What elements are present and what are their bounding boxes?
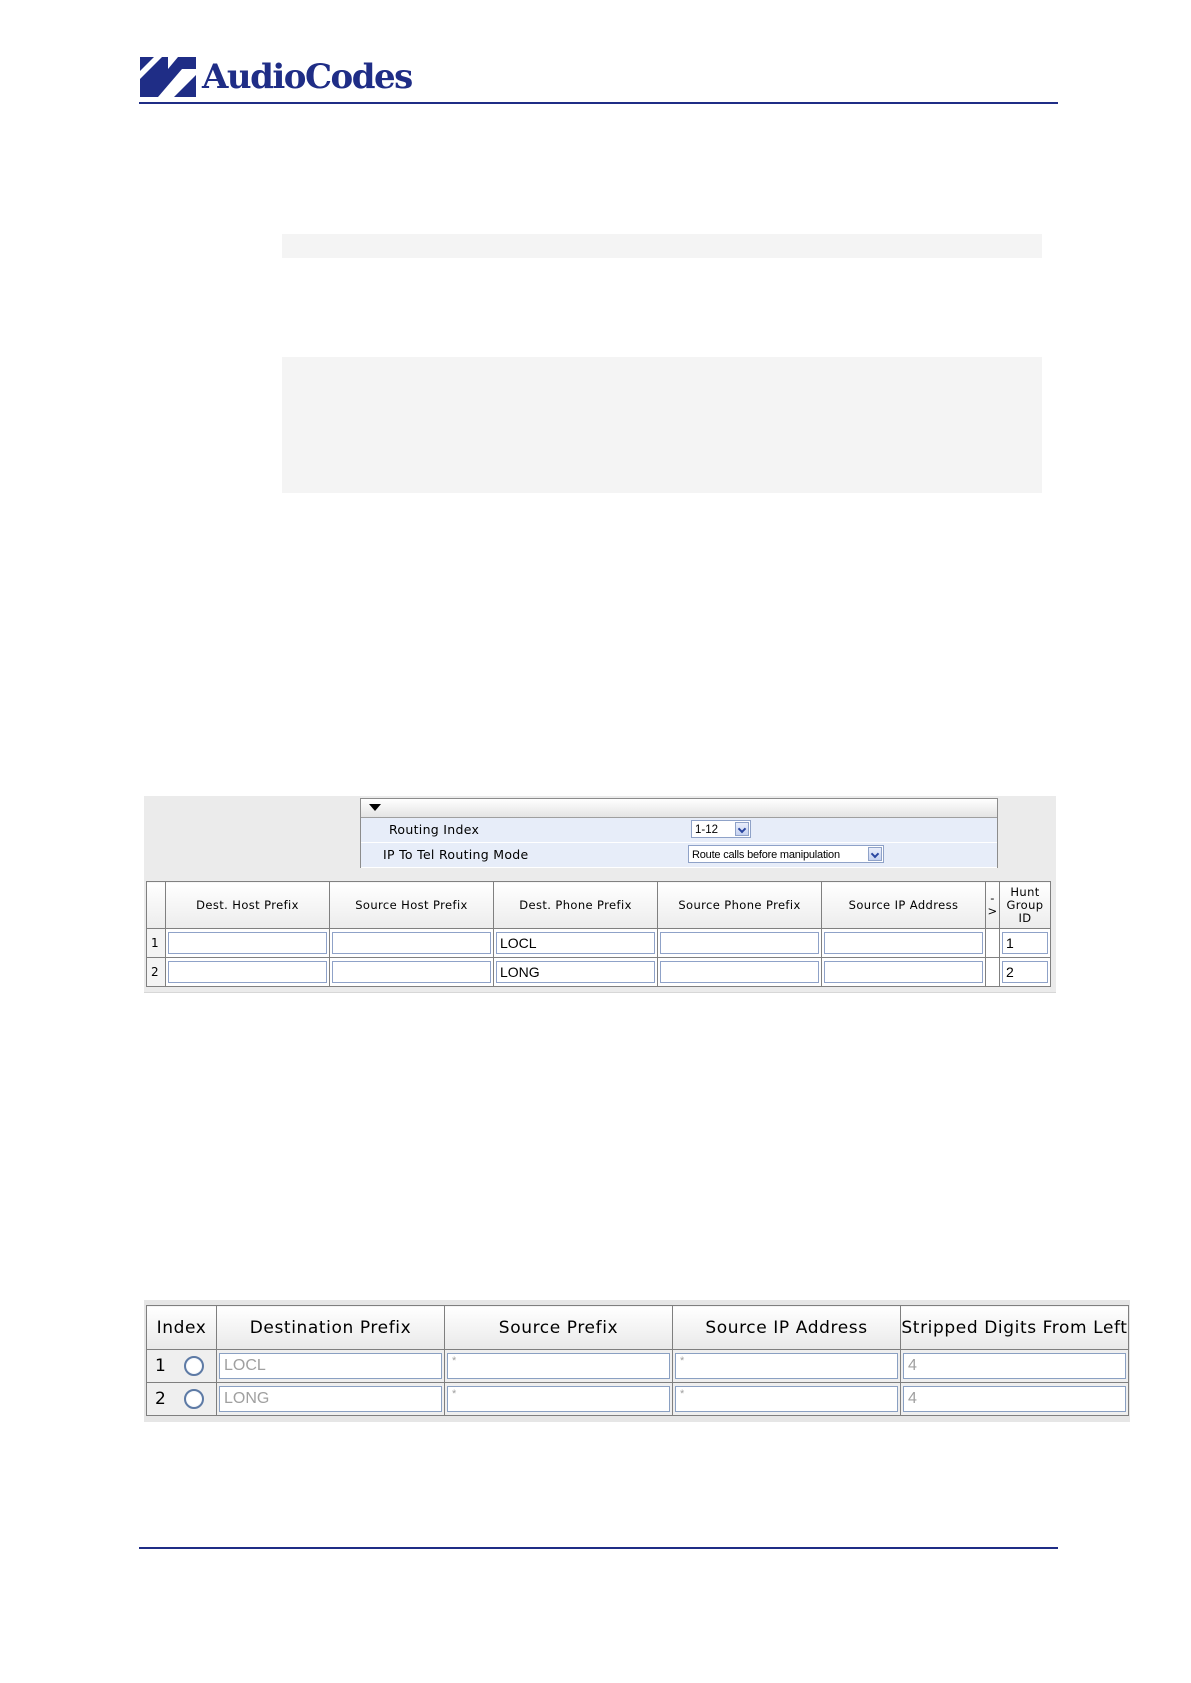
header-rule (139, 102, 1058, 104)
shaded-block (282, 357, 1042, 493)
row-index: 1 (147, 929, 166, 958)
dest-host-prefix-input[interactable] (168, 932, 327, 954)
hunt-label: Hunt (1010, 884, 1040, 899)
table-row (147, 929, 1051, 958)
table-row (147, 1350, 1129, 1383)
column-header: Source Phone Prefix (658, 882, 822, 929)
source-ip-address-input[interactable]: * (675, 1386, 898, 1412)
destination-prefix-input[interactable]: LONG (219, 1386, 442, 1412)
row-index: 2 (147, 958, 166, 987)
hunt-group-id-input[interactable]: 2 (1002, 961, 1048, 983)
routing-mode-row (361, 843, 997, 868)
routing-params-box (360, 798, 998, 868)
column-header: Dest. Phone Prefix (494, 882, 658, 929)
table-row (147, 958, 1051, 987)
arrow-header-bottom: > (987, 904, 998, 918)
hunt-group-header (1000, 882, 1051, 929)
column-header: Index (147, 1306, 217, 1350)
dest-phone-prefix-input[interactable]: LOCL (496, 932, 655, 954)
source-host-prefix-input[interactable] (332, 932, 491, 954)
dest-host-prefix-input[interactable] (168, 961, 327, 983)
chevron-down-icon[interactable] (735, 822, 749, 836)
column-header: Source Prefix (445, 1306, 673, 1350)
footer-rule (139, 1547, 1058, 1549)
brand-name: AudioCodes (202, 57, 412, 97)
column-header: Source Host Prefix (330, 882, 494, 929)
source-prefix-input[interactable]: * (447, 1386, 670, 1412)
routing-mode-select[interactable] (688, 845, 884, 863)
column-header: Source IP Address (673, 1306, 901, 1350)
arrow-cell (986, 958, 1000, 987)
dest-phone-prefix-input[interactable]: LONG (496, 961, 655, 983)
id-label: ID (1018, 910, 1032, 925)
audiocodes-logo-icon (140, 57, 196, 97)
group-label: Group (1006, 897, 1044, 912)
index-cell (147, 1350, 217, 1383)
arrow-header (986, 882, 1000, 929)
table-header-row (147, 1306, 1129, 1350)
routing-table-screenshot (144, 796, 1056, 993)
company-logo (140, 56, 412, 98)
source-prefix-input[interactable]: * (447, 1353, 670, 1379)
index-header (147, 882, 166, 929)
index-cell (147, 1383, 217, 1416)
manipulation-table-screenshot (144, 1300, 1130, 1422)
table-row (147, 1383, 1129, 1416)
routing-index-row (361, 818, 997, 843)
arrow-cell (986, 929, 1000, 958)
destination-prefix-input[interactable]: LOCL (219, 1353, 442, 1379)
stripped-digits-input[interactable]: 4 (903, 1386, 1126, 1412)
table-header-row (147, 882, 1051, 929)
row-index: 2 (155, 1389, 166, 1409)
manipulation-table (146, 1305, 1129, 1416)
source-ip-address-input[interactable]: * (675, 1353, 898, 1379)
column-header: Source IP Address (822, 882, 986, 929)
column-header: Destination Prefix (217, 1306, 445, 1350)
hunt-group-id-input[interactable]: 1 (1002, 932, 1048, 954)
routing-mode-label: IP To Tel Routing Mode (383, 847, 529, 862)
radio-button-icon[interactable] (184, 1356, 204, 1376)
params-header[interactable] (361, 799, 997, 818)
source-phone-prefix-input[interactable] (660, 932, 819, 954)
source-ip-address-input[interactable] (824, 932, 983, 954)
arrow-header-top: - (990, 891, 995, 905)
collapse-triangle-icon[interactable] (369, 804, 381, 811)
column-header: Dest. Host Prefix (166, 882, 330, 929)
routing-index-label: Routing Index (389, 822, 480, 837)
source-phone-prefix-input[interactable] (660, 961, 819, 983)
chevron-down-icon[interactable] (868, 847, 882, 861)
shaded-block (282, 234, 1042, 258)
radio-button-icon[interactable] (184, 1389, 204, 1409)
row-index: 1 (155, 1356, 166, 1376)
column-header: Stripped Digits From Left (901, 1306, 1129, 1350)
stripped-digits-input[interactable]: 4 (903, 1353, 1126, 1379)
routing-index-select[interactable] (691, 820, 751, 838)
source-ip-address-input[interactable] (824, 961, 983, 983)
routing-table (146, 881, 1051, 987)
source-host-prefix-input[interactable] (332, 961, 491, 983)
routing-index-value: 1-12 (695, 824, 719, 836)
routing-mode-value: Route calls before manipulation (692, 849, 840, 861)
